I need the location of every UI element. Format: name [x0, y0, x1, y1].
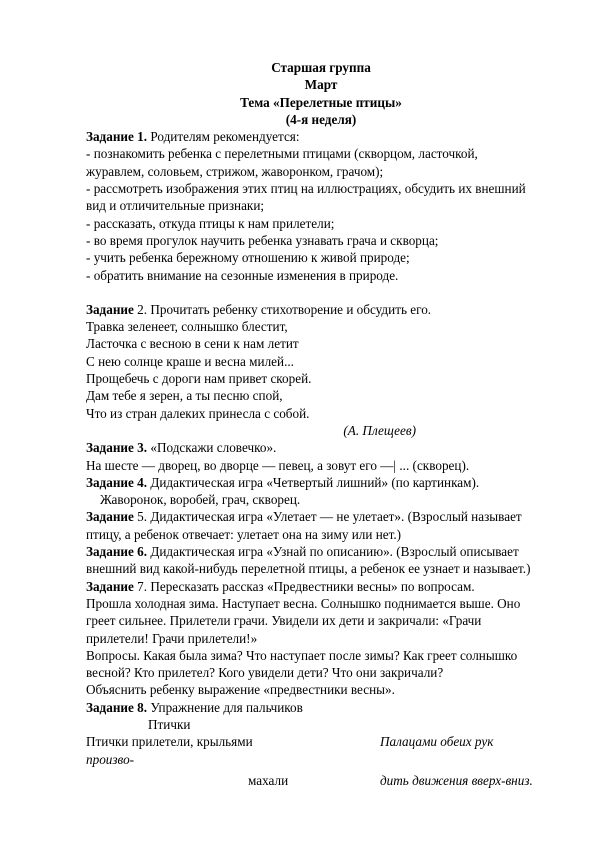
finger-poem-row	[86, 772, 556, 789]
task3-text: «Подскажи словечко».	[147, 440, 277, 456]
task4-label: Задание 4.	[86, 474, 148, 490]
group-title: Старшая группа	[271, 60, 371, 75]
finger-poem-text: махали	[248, 772, 289, 788]
poem-line: Прощебечь с дороги нам привет скорей.	[86, 371, 312, 387]
finger-poem-instruction: дить движения вверх-вниз.	[380, 772, 533, 788]
task1-line: - учить ребенка бережному отношению к живой природе;	[86, 250, 410, 266]
poem-author: (А. Плещеев)	[343, 422, 416, 438]
task1-line: - познакомить ребенка с перелетными птицами (скворцом, ласточкой,	[86, 146, 478, 162]
task4-text: Дидактическая игра «Четвертый лишний» (по картинкам).	[147, 474, 480, 490]
task3-label: Задание 3.	[86, 440, 148, 456]
task1-line: журавлем, соловьем, стрижом, жаворонком, грачом);	[86, 163, 384, 179]
finger-poem-title: Птички	[148, 716, 191, 732]
task4-words: Жаворонок, воробей, грач, скворец.	[100, 492, 301, 508]
task4-heading	[86, 474, 556, 491]
poem-line: Что из стран далеких принесла с собой.	[86, 405, 310, 421]
task7-heading	[86, 578, 556, 595]
story-line: прилетели! Грачи прилетели!»	[86, 630, 258, 646]
task5-label: Задание	[86, 509, 134, 525]
poem-line: Травка зеленеет, солнышко блестит,	[86, 319, 288, 335]
task5-line: птицу, а ребенок отвечает: улетает она на зиму или нет.)	[86, 526, 402, 542]
finger-poem-instruction: Палацами обеих рук	[380, 734, 494, 750]
task6-line: внешний вид какой-нибудь перелетной птицы, а ребенок ее узнает и называет.)	[86, 561, 531, 577]
task3-heading	[86, 439, 556, 456]
task1-line: - рассказать, откуда птицы к нам прилетели;	[86, 215, 335, 231]
questions-line: весной? Кто прилетел? Кого увидели дети? Что они закричали?	[86, 665, 444, 681]
task7-label: Задание	[86, 578, 134, 594]
topic-title: Тема «Перелетные птицы»	[240, 94, 402, 110]
explain-line: Объяснить ребенку выражение «предвестники весны».	[86, 682, 395, 698]
task1-line: - рассмотреть изображения этих птиц на иллюстрациях, обсудить их внешний	[86, 181, 526, 197]
task5-heading	[86, 508, 556, 525]
finger-poem-row	[86, 733, 556, 750]
task1-line: - во время прогулок научить ребенка узнавать грача и скворца;	[86, 232, 439, 248]
task1-heading	[86, 128, 556, 145]
finger-poem-instruction-cont: произво-	[86, 751, 135, 767]
task8-label: Задание 8.	[86, 699, 148, 715]
task1-line: вид и отличительные признаки;	[86, 198, 265, 214]
task2-text: 2. Прочитать ребенку стихотворение и обсудить его.	[133, 301, 432, 317]
task8-heading	[86, 699, 556, 716]
task8-text: Упражнение для пальчиков	[147, 699, 303, 715]
poem-line: Дам тебе я зерен, а ты песню спой,	[86, 388, 283, 404]
week-title: (4-я неделя)	[285, 111, 357, 127]
finger-poem-text: Птички прилетели, крыльями	[86, 734, 253, 750]
questions-line: Вопросы. Какая была зима? Что наступает после зимы? Как греет солнышко	[86, 647, 518, 663]
task1-label: Задание 1.	[86, 129, 148, 145]
task7-text: 7. Пересказать рассказ «Предвестники весны» по вопросам.	[133, 578, 475, 594]
task1-line: - обратить внимание на сезонные изменения в природе.	[86, 267, 399, 283]
document-page	[86, 59, 556, 789]
task6-text: Дидактическая игра «Узнай по описанию». (Взрослый описывает	[147, 544, 519, 560]
poem-line: С нею солнце краше и весна милей...	[86, 353, 294, 369]
story-line: греет сильнее. Прилетели грачи. Увидели их дети и закричали: «Грачи	[86, 613, 482, 629]
spacer	[86, 284, 556, 301]
task6-heading	[86, 543, 556, 560]
task2-heading	[86, 301, 556, 318]
task3-riddle: На шесте — дворец, во дворце — певец, а зовут его —| ... (скворец).	[86, 457, 470, 473]
task1-intro: Родителям рекомендуется:	[147, 129, 300, 145]
task2-label: Задание	[86, 301, 134, 317]
story-line: Прошла холодная зима. Наступает весна. Солнышко поднимается выше. Оно	[86, 595, 521, 611]
poem-line: Ласточка с весною в сени к нам летит	[86, 336, 299, 352]
task5-text: 5. Дидактическая игра «Улетает — не улетает». (Взрослый называет	[133, 509, 522, 525]
task6-label: Задание 6.	[86, 544, 148, 560]
month-title: Март	[304, 77, 338, 93]
